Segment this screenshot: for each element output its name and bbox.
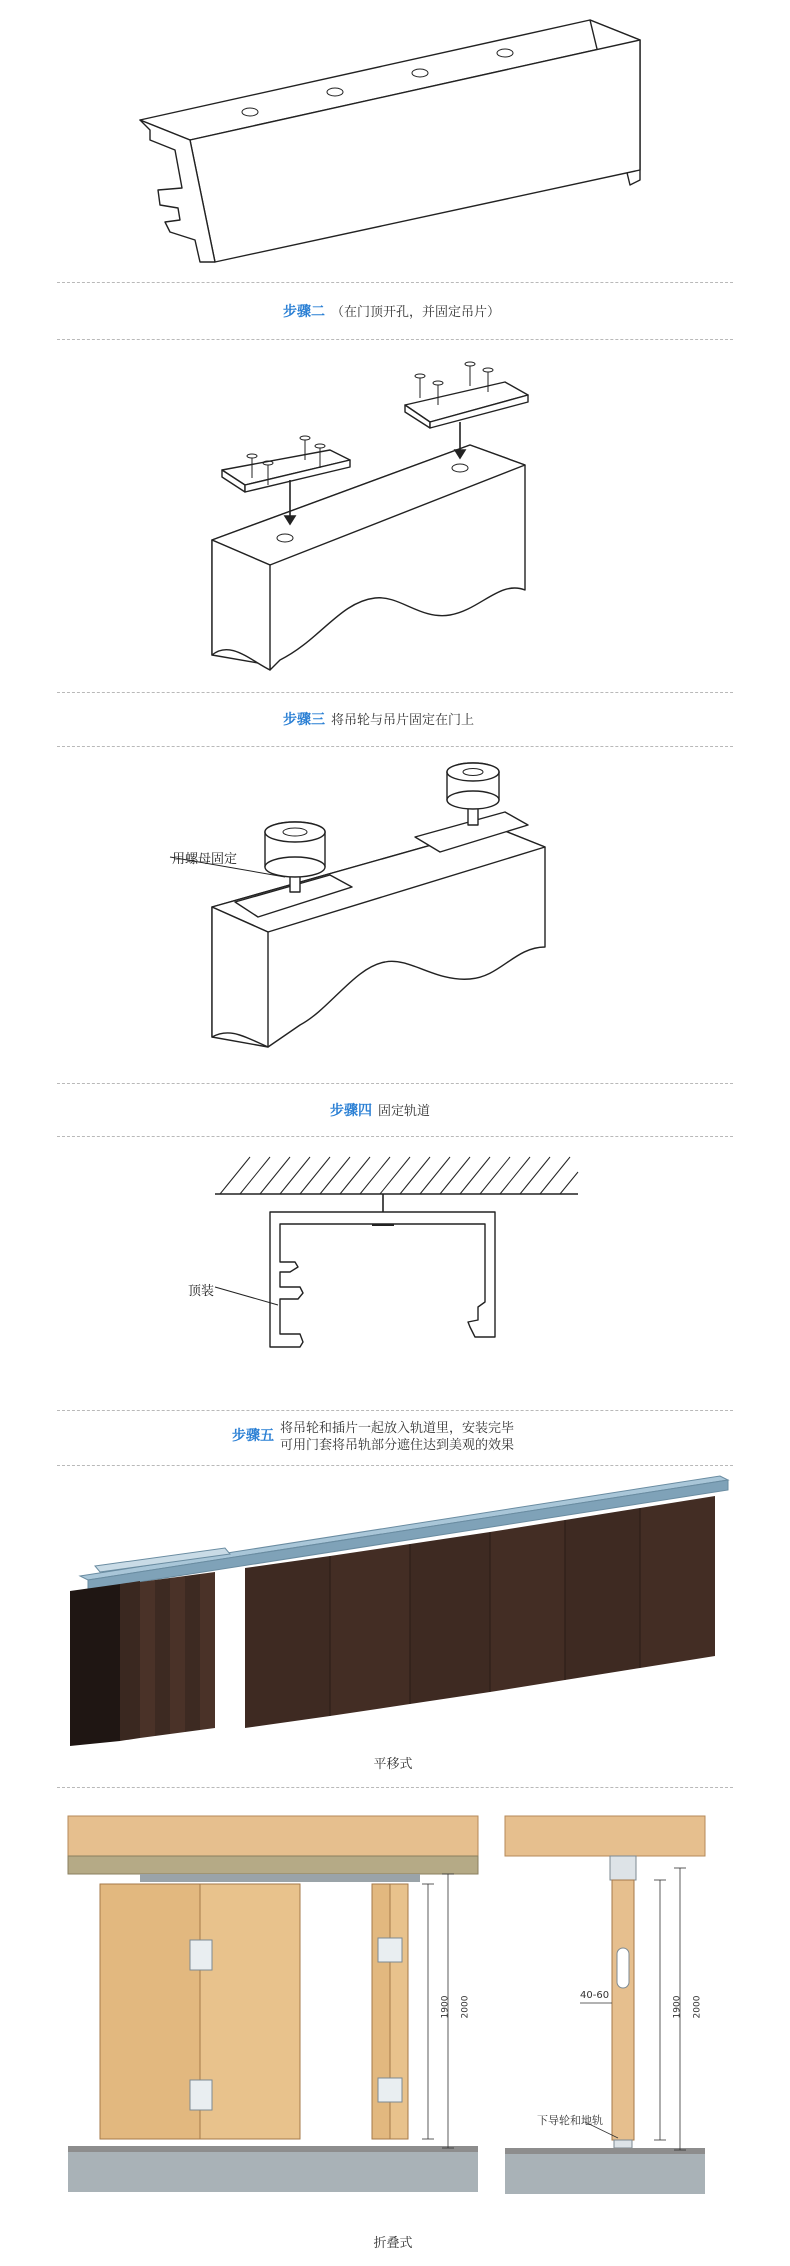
divider xyxy=(57,692,733,693)
step-four-heading xyxy=(330,1100,430,1120)
folding-caption: 折叠式 xyxy=(373,2236,413,2251)
divider xyxy=(57,282,733,283)
step-number: 步骤三 xyxy=(283,712,325,728)
divider xyxy=(57,1083,733,1084)
dim-2000-right: 2000 xyxy=(692,1995,703,2019)
step-two-heading xyxy=(283,301,500,321)
rail-cross-section-illustration xyxy=(0,1137,790,1407)
step-text: 将吊轮与吊片固定在门上 xyxy=(331,713,475,728)
dim-1900-right: 1900 xyxy=(672,1995,683,2019)
wheel-fixing-illustration xyxy=(0,747,790,1087)
step-five-heading xyxy=(232,1420,514,1454)
sliding-caption: 平移式 xyxy=(373,1757,413,1772)
step-number: 步骤四 xyxy=(330,1103,372,1119)
hanger-plate-install-illustration xyxy=(0,340,790,680)
step-text-line1: 将吊轮和插片一起放入轨道里，安装完毕 xyxy=(280,1421,515,1436)
step-text-line2: 可用门套将吊轨部分遮住达到美观的效果 xyxy=(280,1438,515,1453)
nut-fix-label: 用螺母固定 xyxy=(172,852,238,867)
step-three-heading xyxy=(283,709,474,729)
step-text: 固定轨道 xyxy=(378,1104,431,1119)
step-number: 步骤五 xyxy=(232,1428,274,1444)
lower-guide-label: 下导轮和地轨 xyxy=(537,2114,603,2127)
sliding-door-illustration xyxy=(0,1466,790,1746)
gap-label: 40-60 xyxy=(580,1990,610,2001)
step-number: 步骤二 xyxy=(283,304,325,320)
top-mount-label: 顶装 xyxy=(188,1284,215,1299)
rail-profile-illustration xyxy=(0,0,790,280)
step-text: （在门顶开孔，并固定吊片） xyxy=(331,305,501,320)
dim-1900-left: 1900 xyxy=(440,1995,451,2019)
dim-2000-left: 2000 xyxy=(460,1995,471,2019)
divider xyxy=(57,1410,733,1411)
